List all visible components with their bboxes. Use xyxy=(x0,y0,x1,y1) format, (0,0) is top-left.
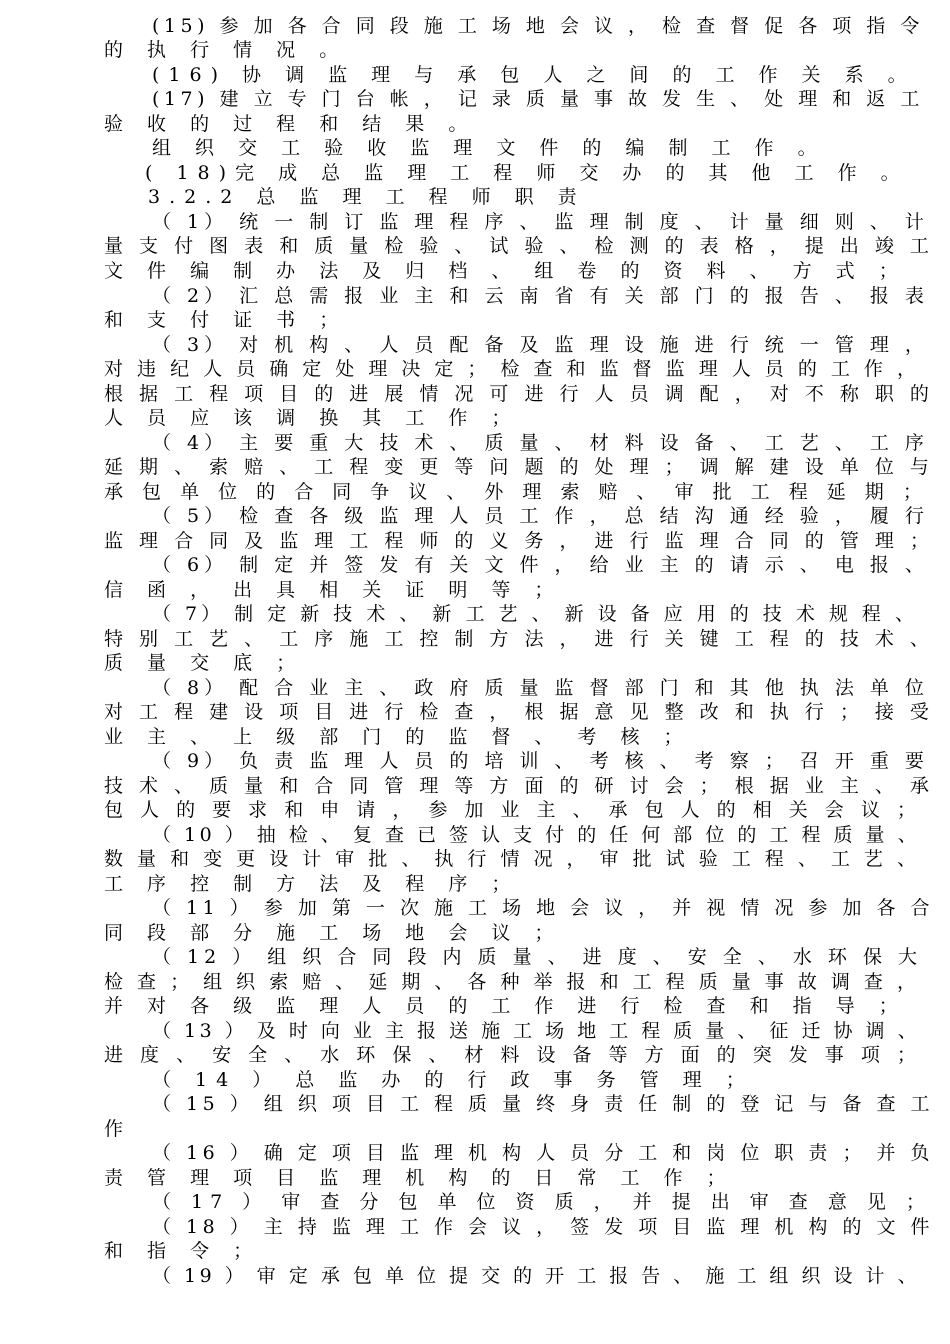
text-line: 对 违 纪 人 员 确 定 处 理 决 定 ； 检 查 和 监 督 监 理 人 员 的 工 作 ， xyxy=(104,358,920,380)
text-line: 同 段 部 分 施 工 场 地 会 议 ； xyxy=(104,922,563,944)
text-line: 进 度 、 安 全 、 水 环 保 、 材 料 设 备 等 方 面 的 突 发 事 项 ； xyxy=(104,1044,922,1066)
text-line: 特 别 工 艺 、 工 序 施 工 控 制 方 法 ， 进 行 关 键 工 程 的 技 术 、 xyxy=(104,628,934,650)
text-line: （ 11 ） 参 加 第 一 次 施 工 场 地 会 议 ， 并 视 情 况 参 加 各 合 xyxy=(152,897,935,919)
text-line: （ 12 ） 组 织 合 同 段 内 质 量 、 进 度 、 安 全 、 水 环 保 大 xyxy=(152,946,923,968)
text-line: 和 支 付 证 书 ； xyxy=(104,309,348,331)
text-line: 检 查 ； 组 织 索 赔 、 延 期 、 各 种 举 报 和 工 程 质 量 事 故 调 查 ， xyxy=(104,971,920,993)
text-line: （ 18 ） 主 持 监 理 工 作 会 议 ， 签 发 项 目 监 理 机 构 的 文 件 xyxy=(152,1216,935,1238)
text-line: （ 6） 制 定 并 签 发 有 关 文 件 ， 给 业 主 的 请 示 、 电 报 、 xyxy=(152,554,929,576)
text-line: 根 据 工 程 项 目 的 进 展 情 况 可 进 行 人 员 调 配 ， 对 不 称 职 的 xyxy=(104,383,934,405)
text-line: (15) 参 加 各 合 同 段 施 工 场 地 会 议 ， 检 查 督 促 各 项 指 令 xyxy=(152,15,924,37)
text-line: （ 7） 制 定 新 技 术 、 新 工 艺 、 新 设 备 应 用 的 技 术 规 程 、 xyxy=(152,603,918,625)
text-line: (16) 协 调 监 理 与 承 包 人 之 间 的 工 作 关 系 。 xyxy=(152,64,916,86)
text-line: 量 支 付 图 表 和 质 量 检 验 、 试 验 、 检 测 的 表 格 ， 提 出 竣 工 xyxy=(104,235,934,257)
text-line: （ 15 ） 组 织 项 目 工 程 质 量 终 身 责 任 制 的 登 记 与 备 查 工 xyxy=(152,1093,935,1115)
text-line: 验 收 的 过 程 和 结 果 。 xyxy=(104,113,477,135)
text-line: 文 件 编 制 办 法 及 归 档 、 组 卷 的 资 料 、 方 式 ； xyxy=(104,260,907,282)
text-line: （ 13 ） 及 时 向 业 主 报 送 施 工 场 地 工 程 质 量 、 征 迁 协 调 、 xyxy=(152,1020,921,1042)
text-line: （ 10 ） 抽 检 、 复 查 已 签 认 支 付 的 任 何 部 位 的 工 程 质 量 、 xyxy=(152,824,921,846)
text-line: 数 量 和 变 更 设 计 审 批 、 执 行 情 况 ， 审 批 试 验 工 程 、 工 艺 、 xyxy=(104,848,920,870)
text-line: 包 人 的 要 求 和 申 请 ， 参 加 业 主 、 承 包 人 的 相 关 会 议 ； xyxy=(104,799,922,821)
text-line: 对 工 程 建 设 项 目 进 行 检 查 ， 根 据 意 见 整 改 和 执 行 ； 接 受 xyxy=(104,701,934,723)
text-line: （ 8） 配 合 业 主 、 政 府 质 量 监 督 部 门 和 其 他 执 法 单 位 xyxy=(152,677,929,699)
text-line: （ 16 ） 确 定 项 目 监 理 机 构 人 员 分 工 和 岗 位 职 责 ； 并 负 xyxy=(152,1142,935,1164)
text-line: （ 1） 统 一 制 订 监 理 程 序 、 监 理 制 度 、 计 量 细 则 、 计 xyxy=(152,211,929,233)
text-line: （ 3） 对 机 构 、 人 员 配 备 及 监 理 设 施 进 行 统 一 管 理 ， xyxy=(152,334,929,356)
text-line: 信 函 ， 出 具 相 关 证 明 等 ； xyxy=(104,579,563,601)
text-line: 的 执 行 情 况 。 xyxy=(104,39,348,61)
text-line: 承 包 单 位 的 合 同 争 议 、 外 理 索 赔 、 审 批 工 程 延 期 ； xyxy=(104,481,929,503)
text-line: （ 4） 主 要 重 大 技 术 、 质 量 、 材 料 设 备 、 工 艺 、 工 序 xyxy=(152,432,929,454)
text-line: ( 18)完 成 总 监 理 工 程 师 交 办 的 其 他 工 作 。 xyxy=(145,162,909,184)
section-heading: 3.2.2 总 监 理 工 程 师 职 责 xyxy=(148,186,586,208)
text-line: (17) 建 立 专 门 台 帐 ， 记 录 质 量 事 故 发 生 、 处 理 和 返 工 xyxy=(152,88,924,110)
text-line: 并 对 各 级 监 理 人 员 的 工 作 进 行 检 查 和 指 导 ； xyxy=(104,995,907,1017)
text-line: （ 5） 检 查 各 级 监 理 人 员 工 作 ， 总 结 沟 通 经 验 ， 履 行 xyxy=(152,505,929,527)
text-line: 业 主 、 上 级 部 门 的 监 督 、 考 核 ； xyxy=(104,726,692,748)
text-line: 责 管 理 项 目 监 理 机 构 的 日 常 工 作 ； xyxy=(104,1167,735,1189)
text-line: 人 员 应 该 调 换 其 工 作 ； xyxy=(104,407,520,429)
text-line: 组 织 交 工 验 收 监 理 文 件 的 编 制 工 作 。 xyxy=(152,137,826,159)
text-line: （ 2） 汇 总 需 报 业 主 和 云 南 省 有 关 部 门 的 报 告 、 报 表 xyxy=(152,285,929,307)
text-line: 延 期 、 索 赔 、 工 程 变 更 等 问 题 的 处 理 ； 调 解 建 设 单 位 与 xyxy=(104,456,934,478)
text-line: 技 术 、 质 量 和 合 同 管 理 等 方 面 的 研 讨 会 ； 根 据 业 主 、 承 xyxy=(104,775,934,797)
text-line: 和 指 令 ； xyxy=(104,1240,262,1262)
text-line: （ 9） 负 责 监 理 人 员 的 培 训 、 考 核 、 考 察 ； 召 开 重 要 xyxy=(152,750,929,772)
text-line: （ 14 ） 总 监 办 的 行 政 事 务 管 理 ； xyxy=(152,1069,754,1091)
text-line: 监 理 合 同 及 监 理 工 程 师 的 义 务 ， 进 行 监 理 合 同 的 管 理 ； xyxy=(104,530,934,552)
text-line: 作 xyxy=(104,1118,133,1140)
text-line: （ 17 ） 审 查 分 包 单 位 资 质 ， 并 提 出 审 查 意 见 ； xyxy=(152,1191,932,1213)
text-line: 工 序 控 制 方 法 及 程 序 ； xyxy=(104,873,520,895)
text-line: （ 19 ） 审 定 承 包 单 位 提 交 的 开 工 报 告 、 施 工 组 织 设 计 、 xyxy=(152,1265,921,1287)
text-line: 质 量 交 底 ； xyxy=(104,652,305,674)
